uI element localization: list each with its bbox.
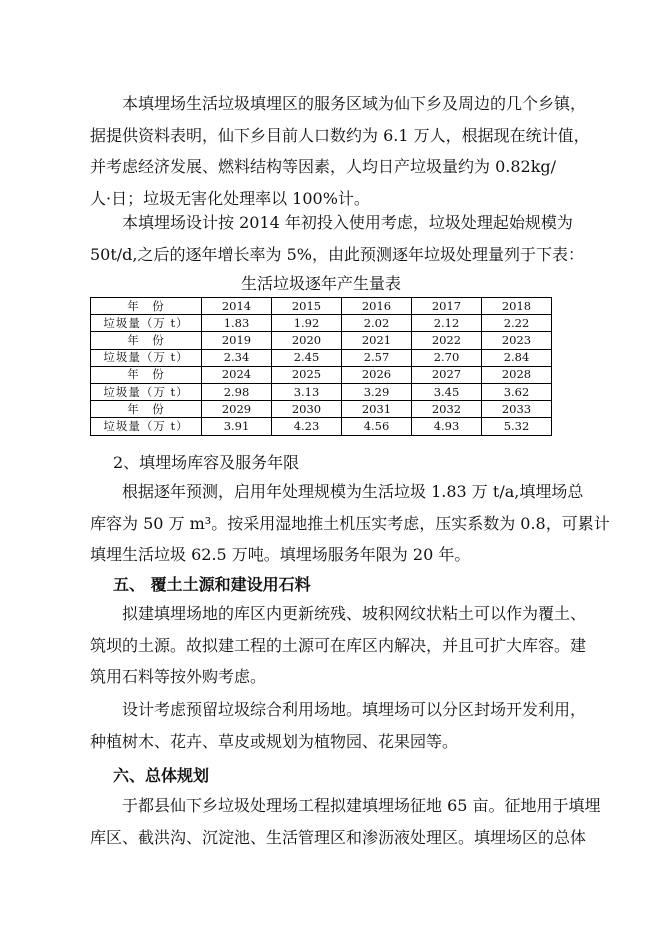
amount-cell: 4.23 [272, 418, 342, 435]
text-line: 于都县仙下乡垃圾处理场工程拟建填埋场征地 65 亩。征地用于填埋 [122, 796, 601, 815]
section-5-title: 五、 覆土土源和建设用石料 [113, 575, 311, 594]
amount-cell: 2.70 [412, 349, 482, 366]
year-cell: 2018 [482, 298, 552, 315]
text-line: 50t/d,之后的逐年增长率为 5%，由此预测逐年垃圾处理量列于下表： [90, 244, 584, 264]
text-line: 本填埋场设计按 2014 年初投入使用考虑，垃圾处理起始规模为 [122, 213, 573, 232]
year-cell: 2024 [202, 366, 272, 383]
text-line: 筑用石料等按外购考虑。 [90, 667, 267, 686]
text-line: 本填埋场生活垃圾填埋区的服务区域为仙下乡及周边的几个乡镇， [122, 94, 587, 113]
amount-cell: 2.22 [482, 315, 552, 332]
amount-cell: 2.12 [412, 315, 482, 332]
amount-cell: 1.92 [272, 315, 342, 332]
amount-cell: 4.93 [412, 418, 482, 435]
amount-label-cell: 垃圾量（万 t） [91, 383, 202, 400]
amount-label-cell: 垃圾量（万 t） [91, 418, 202, 435]
amount-cell: 3.91 [202, 418, 272, 435]
year-cell: 2028 [482, 366, 552, 383]
text-line: 库容为 50 万 m³。按采用湿地推土机压实考虑，压实系数为 0.8，可累计 [90, 513, 610, 533]
intro-paragraph [90, 88, 590, 214]
garbage-yearly-table [90, 297, 552, 436]
amount-cell: 2.98 [202, 383, 272, 400]
amount-row [91, 349, 552, 366]
year-cell: 2015 [272, 298, 342, 315]
design-paragraph [90, 207, 584, 270]
year-cell: 2022 [412, 332, 482, 349]
year-cell: 2026 [342, 366, 412, 383]
text-line: 筑坝的土源。故拟建工程的土源可在库区内解决，并且可扩大库容。建 [90, 635, 587, 655]
year-label-cell: 年 份 [91, 332, 202, 349]
year-row [91, 332, 552, 349]
amount-cell: 2.02 [342, 315, 412, 332]
year-cell: 2021 [342, 332, 412, 349]
year-cell: 2031 [342, 401, 412, 418]
amount-cell: 3.62 [482, 383, 552, 400]
year-row [91, 401, 552, 418]
text-line: 库区、截洪沟、沉淀池、生活管理区和渗沥液处理区。填埋场区的总体 [90, 827, 587, 847]
amount-row [91, 418, 552, 435]
text-line: 拟建填埋场地的库区内更新统残、坡积网纹状粘土可以作为覆土、 [122, 604, 587, 623]
year-cell: 2033 [482, 401, 552, 418]
amount-cell: 2.57 [342, 349, 412, 366]
year-row [91, 366, 552, 383]
year-cell: 2027 [412, 366, 482, 383]
year-cell: 2017 [412, 298, 482, 315]
planning-paragraph [90, 790, 601, 853]
text-line: 人·日；垃圾无害化处理率以 100%计。 [90, 188, 370, 208]
amount-cell: 3.13 [272, 383, 342, 400]
text-line: 根据逐年预测，启用年处理规模为生活垃圾 1.83 万 t/a,填埋场总 [122, 482, 584, 501]
capacity-paragraph [90, 476, 610, 571]
year-cell: 2029 [202, 401, 272, 418]
year-label-cell: 年 份 [91, 298, 202, 315]
text-line: 种植树木、花卉、草皮或规划为植物园、花果园等。 [90, 731, 459, 751]
amount-row [91, 315, 552, 332]
year-cell: 2019 [202, 332, 272, 349]
year-row [91, 298, 552, 315]
soil-paragraph [90, 598, 587, 693]
year-label-cell: 年 份 [91, 401, 202, 418]
amount-cell: 3.29 [342, 383, 412, 400]
subsection-title: 2、填埋场库容及服务年限 [113, 453, 300, 472]
text-line: 据提供资料表明，仙下乡目前人口数约为 6.1 万人，根据现在统计值， [90, 125, 590, 145]
year-cell: 2023 [482, 332, 552, 349]
year-cell: 2016 [342, 298, 412, 315]
year-label-cell: 年 份 [91, 366, 202, 383]
section-6-title: 六、总体规划 [113, 766, 210, 785]
amount-cell: 2.34 [202, 349, 272, 366]
year-cell: 2014 [202, 298, 272, 315]
year-cell: 2032 [412, 401, 482, 418]
amount-cell: 1.83 [202, 315, 272, 332]
table-caption: 生活垃圾逐年产生量表 [240, 274, 401, 293]
text-line: 并考虑经济发展、燃料结构等因素，人均日产垃圾量约为 0.82kg/ [90, 157, 557, 176]
year-cell: 2025 [272, 366, 342, 383]
year-cell: 2020 [272, 332, 342, 349]
amount-cell: 4.56 [342, 418, 412, 435]
reuse-paragraph [90, 694, 587, 757]
amount-label-cell: 垃圾量（万 t） [91, 349, 202, 366]
text-line: 设计考虑预留垃圾综合利用场地。填埋场可以分区封场开发利用， [122, 700, 587, 719]
amount-cell: 3.45 [412, 383, 482, 400]
amount-cell: 2.84 [482, 349, 552, 366]
amount-label-cell: 垃圾量（万 t） [91, 315, 202, 332]
year-cell: 2030 [272, 401, 342, 418]
text-line: 填埋生活垃圾 62.5 万吨。填埋场服务年限为 20 年。 [90, 545, 471, 564]
amount-cell: 2.45 [272, 349, 342, 366]
amount-cell: 5.32 [482, 418, 552, 435]
amount-row [91, 383, 552, 400]
